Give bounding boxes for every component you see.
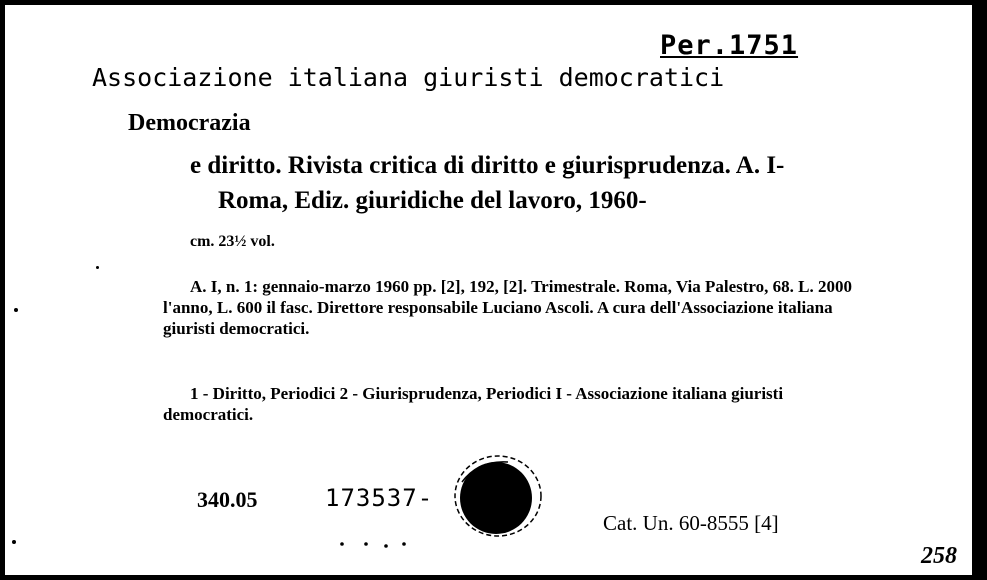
class-number: 340.05: [197, 487, 258, 512]
punch-hole-stamp: [448, 452, 548, 542]
title-main: Democrazia: [128, 110, 251, 136]
call-number: Per.1751: [660, 30, 799, 61]
subject-tracings: 1 - Diritto, Periodici 2 - Giurisprudenza, Periodici I - Associazione italiana giuristi democratici.: [163, 384, 784, 424]
dot-marks: [338, 538, 418, 550]
speck-mark: [12, 540, 16, 544]
speck-mark: [96, 266, 99, 269]
card-border-bottom: [0, 575, 987, 580]
handwritten-page-mark: 258: [921, 543, 957, 569]
card-border-top: [0, 0, 987, 5]
speck-mark: [14, 308, 18, 312]
title-continuation: e diritto. Rivista critica di diritto e giurisprudenza. A. I-: [190, 152, 785, 179]
catalog-number: Cat. Un. 60-8555 [4]: [603, 511, 779, 535]
notes: A. I, n. 1: gennaio-marzo 1960 pp. [2], 192, [2]. Trimestrale. Roma, Via Palestro, 68. L. 2000 l'anno, L. 600 il fasc. Direttore responsabile Luciano Ascoli. A cura dell'Associazione italiana giuristi democratici.: [163, 277, 852, 338]
accession-number: 173537-: [325, 484, 434, 512]
card-border-left: [0, 0, 5, 580]
imprint: Roma, Ediz. giuridiche del lavoro, 1960-: [218, 187, 647, 214]
main-heading: Associazione italiana giuristi democratici: [92, 63, 725, 92]
collation: cm. 23½ vol.: [190, 233, 275, 250]
card-border-right: [972, 0, 987, 580]
